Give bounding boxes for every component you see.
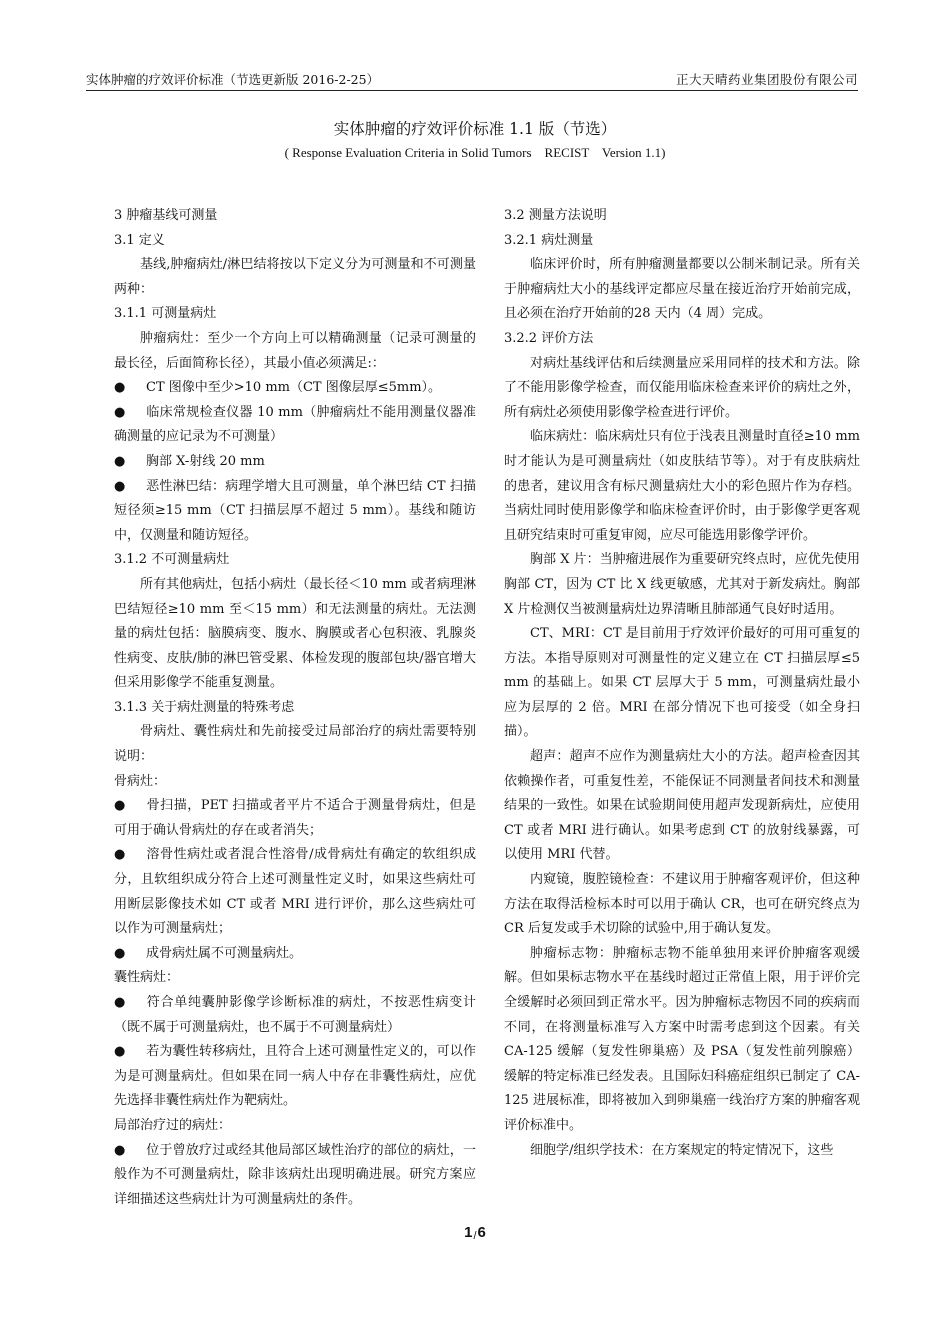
bullet-icon: ● (114, 478, 126, 494)
bullet-text: 胸部 X-射线 20 mm (146, 453, 265, 469)
bullet-icon: ● (114, 945, 126, 961)
bullet-icon: ● (114, 1044, 126, 1060)
body-paragraph: 超声：超声不应作为测量病灶大小的方法。超声检查因其依赖操作者，可重复性差，不能保证不同测量者间技术和测量结果的一致性。如果在试验期间使用超声发现新病灶，应使用 CT 或者 MRI 进行确认。如果考虑到 CT 的放射线暴露，可以使用 MRI 代替。 (504, 749, 860, 863)
bullet-item (114, 376, 476, 401)
section-heading: 囊性病灶： (114, 970, 180, 986)
left-column (114, 204, 476, 1212)
bullet-item (114, 794, 476, 843)
body-paragraph: 对病灶基线评估和后续测量应采用同样的技术和方法。除了不能用影像学检查，而仅能用临床检查来评价的病灶之外，所有病灶必须使用影像学检查进行评价。 (504, 355, 860, 420)
page-current: 1 (464, 1224, 473, 1241)
bullet-text: 成骨病灶属不可测量病灶。 (146, 945, 303, 961)
bullet-icon: ● (114, 1142, 126, 1158)
document-subtitle: ( Response Evaluation Criteria in Solid Tumors RECIST Version 1.1) (284, 145, 666, 160)
bullet-item (114, 1139, 476, 1213)
page-number (0, 1224, 950, 1242)
section-heading: 3.2.1 病灶测量 (504, 232, 594, 248)
bullet-text: CT 图像中至少>10 mm（CT 图像层厚≤5mm）。 (146, 380, 442, 396)
page-header (86, 68, 858, 91)
right-column (504, 204, 860, 1163)
header-left-text: 实体肿瘤的疗效评价标准（节选更新版 2016-2-25） (86, 72, 380, 87)
bullet-text: 符合单纯囊肿影像学诊断标准的病灶，不按恶性病变计（既不属于可测量病灶，也不属于不可测量病灶） (114, 995, 476, 1035)
body-paragraph: 胸部 X 片：当肿瘤进展作为重要研究终点时，应优先使用胸部 CT，因为 CT 比 X 线更敏感，尤其对于新发病灶。胸部 X 片检测仅当被测量病灶边界清晰且肺部通气良好时适用。 (504, 552, 860, 617)
bullet-item (114, 450, 476, 475)
page-total: 6 (477, 1224, 486, 1241)
section-heading: 3.2 测量方法说明 (504, 208, 607, 223)
document-title: 实体肿瘤的疗效评价标准 1.1 版（节选） (333, 120, 617, 138)
section-heading: 3.1.1 可测量病灶 (114, 306, 217, 322)
body-paragraph: 骨病灶、囊性病灶和先前接受过局部治疗的病灶需要特别说明： (114, 724, 476, 765)
section-heading: 3.2.2 评价方法 (504, 330, 594, 346)
bullet-item (114, 401, 476, 450)
body-paragraph: 内窥镜，腹腔镜检查：不建议用于肿瘤客观评价，但这种方法在取得活检标本时可以用于确认 CR，也可在研究终点为 CR 后复发或手术切除的试验中,用于确认复发。 (504, 872, 860, 937)
page-separator: / (473, 1230, 477, 1242)
bullet-icon: ● (114, 798, 126, 814)
header-company-name: 正大天晴药业集团股份有限公司 (675, 72, 858, 87)
body-paragraph: 基线,肿瘤病灶/淋巴结将按以下定义分为可测量和不可测量两种： (114, 257, 476, 297)
section-heading: 3.1.3 关于病灶测量的特殊考虑 (114, 699, 295, 715)
bullet-text: 恶性淋巴结：病理学增大且可测量，单个淋巴结 CT 扫描短径须≥15 mm（CT 扫描层厚不超过 5 mm）。基线和随访中，仅测量和随访短径。 (114, 478, 476, 543)
body-paragraph: 细胞学/组织学技术：在方案规定的特定情况下，这些 (530, 1142, 834, 1158)
bullet-item (114, 1040, 476, 1114)
bullet-text: 溶骨性病灶或者混合性溶骨/成骨病灶有确定的软组织成分，且软组织成分符合上述可测量性定义时，如果这些病灶可用断层影像技术如 CT 或者 MRI 进行评价，那么这些病灶可以作为可测量病灶； (114, 847, 476, 937)
body-paragraph: 临床病灶：临床病灶只有位于浅表且测量时直径≥10 mm 时才能认为是可测量病灶（如皮肤结节等）。对于有皮肤病灶的患者，建议用含有标尺测量病灶大小的彩色照片作为存档。当病灶同时使用影像学和临床检查评价时，由于影像学更客观且研究结束时可重复审阅，应尽可能选用影像学评价。 (504, 429, 860, 543)
bullet-item (114, 843, 476, 941)
section-heading: 局部治疗过的病灶： (114, 1117, 232, 1133)
bullet-icon: ● (114, 404, 126, 420)
bullet-text: 骨扫描，PET 扫描或者平片不适合于测量骨病灶，但是可用于确认骨病灶的存在或者消失； (114, 798, 476, 838)
body-paragraph: 临床评价时，所有肿瘤测量都要以公制米制记录。所有关于肿瘤病灶大小的基线评定都应尽量在接近治疗开始前完成，且必须在治疗开始前的28 天内（4 周）完成。 (504, 257, 860, 322)
section-heading: 3.1.2 不可测量病灶 (114, 552, 230, 568)
bullet-icon: ● (114, 380, 126, 396)
section-heading: 骨病灶： (114, 773, 167, 789)
bullet-text: 临床常规检查仪器 10 mm（肿瘤病灶不能用测量仪器准确测量的应记录为不可测量） (114, 404, 476, 445)
section-heading: 3 肿瘤基线可测量 (114, 208, 218, 223)
bullet-icon: ● (114, 995, 126, 1010)
bullet-text: 若为囊性转移病灶，且符合上述可测量性定义的，可以作为是可测量病灶。但如果在同一病人中存在非囊性病灶，应优先选择非囊性病灶作为靶病灶。 (114, 1044, 476, 1109)
body-paragraph: 肿瘤标志物：肿瘤标志物不能单独用来评价肿瘤客观缓解。但如果标志物水平在基线时超过正常值上限，用于评价完全缓解时必须回到正常水平。因为肿瘤标志物因不同的疾病而不同，在将测量标准写入方案中时需考虑到这个因素。有关 CA-125 缓解（复发性卵巢癌）及 PSA（复发性前列腺癌）缓解的特定标准已经发表。且国际妇科癌症组织已制定了 CA-125 进展标准，即将被加入到卵巢癌一线治疗方案的肿瘤客观评价标准中。 (504, 945, 860, 1133)
bullet-icon: ● (114, 453, 126, 469)
bullet-item (114, 475, 476, 549)
body-paragraph: 肿瘤病灶：至少一个方向上可以精确测量（记录可测量的最长径，后面简称长径），其最小值必须满足:： (114, 330, 476, 371)
bullet-item (114, 991, 476, 1040)
bullet-text: 位于曾放疗过或经其他局部区域性治疗的部位的病灶，一般作为不可测量病灶，除非该病灶出现明确进展。研究方案应详细描述这些病灶计为可测量病灶的条件。 (114, 1142, 476, 1207)
bullet-icon: ● (114, 847, 126, 863)
bullet-item (114, 942, 476, 967)
body-paragraph: 所有其他病灶，包括小病灶（最长径＜10 mm 或者病理淋巴结短径≥10 mm 至＜15 mm）和无法测量的病灶。无法测量的病灶包括：脑膜病变、腹水、胸膜或者心包积液、乳腺炎性病变、皮肤/肺的淋巴管受累、体检发现的腹部包块/器官增大但采用影像学不能重复测量。 (114, 576, 476, 691)
section-heading: 3.1 定义 (114, 232, 165, 248)
body-paragraph: CT、MRI：CT 是目前用于疗效评价最好的可用可重复的方法。本指导原则对可测量性的定义建立在 CT 扫描层厚≤5 mm 的基础上。如果 CT 层厚大于 5 mm，可测量病灶最小应为层厚的 2 倍。MRI 在部分情况下也可接受（如全身扫描）。 (504, 626, 860, 740)
